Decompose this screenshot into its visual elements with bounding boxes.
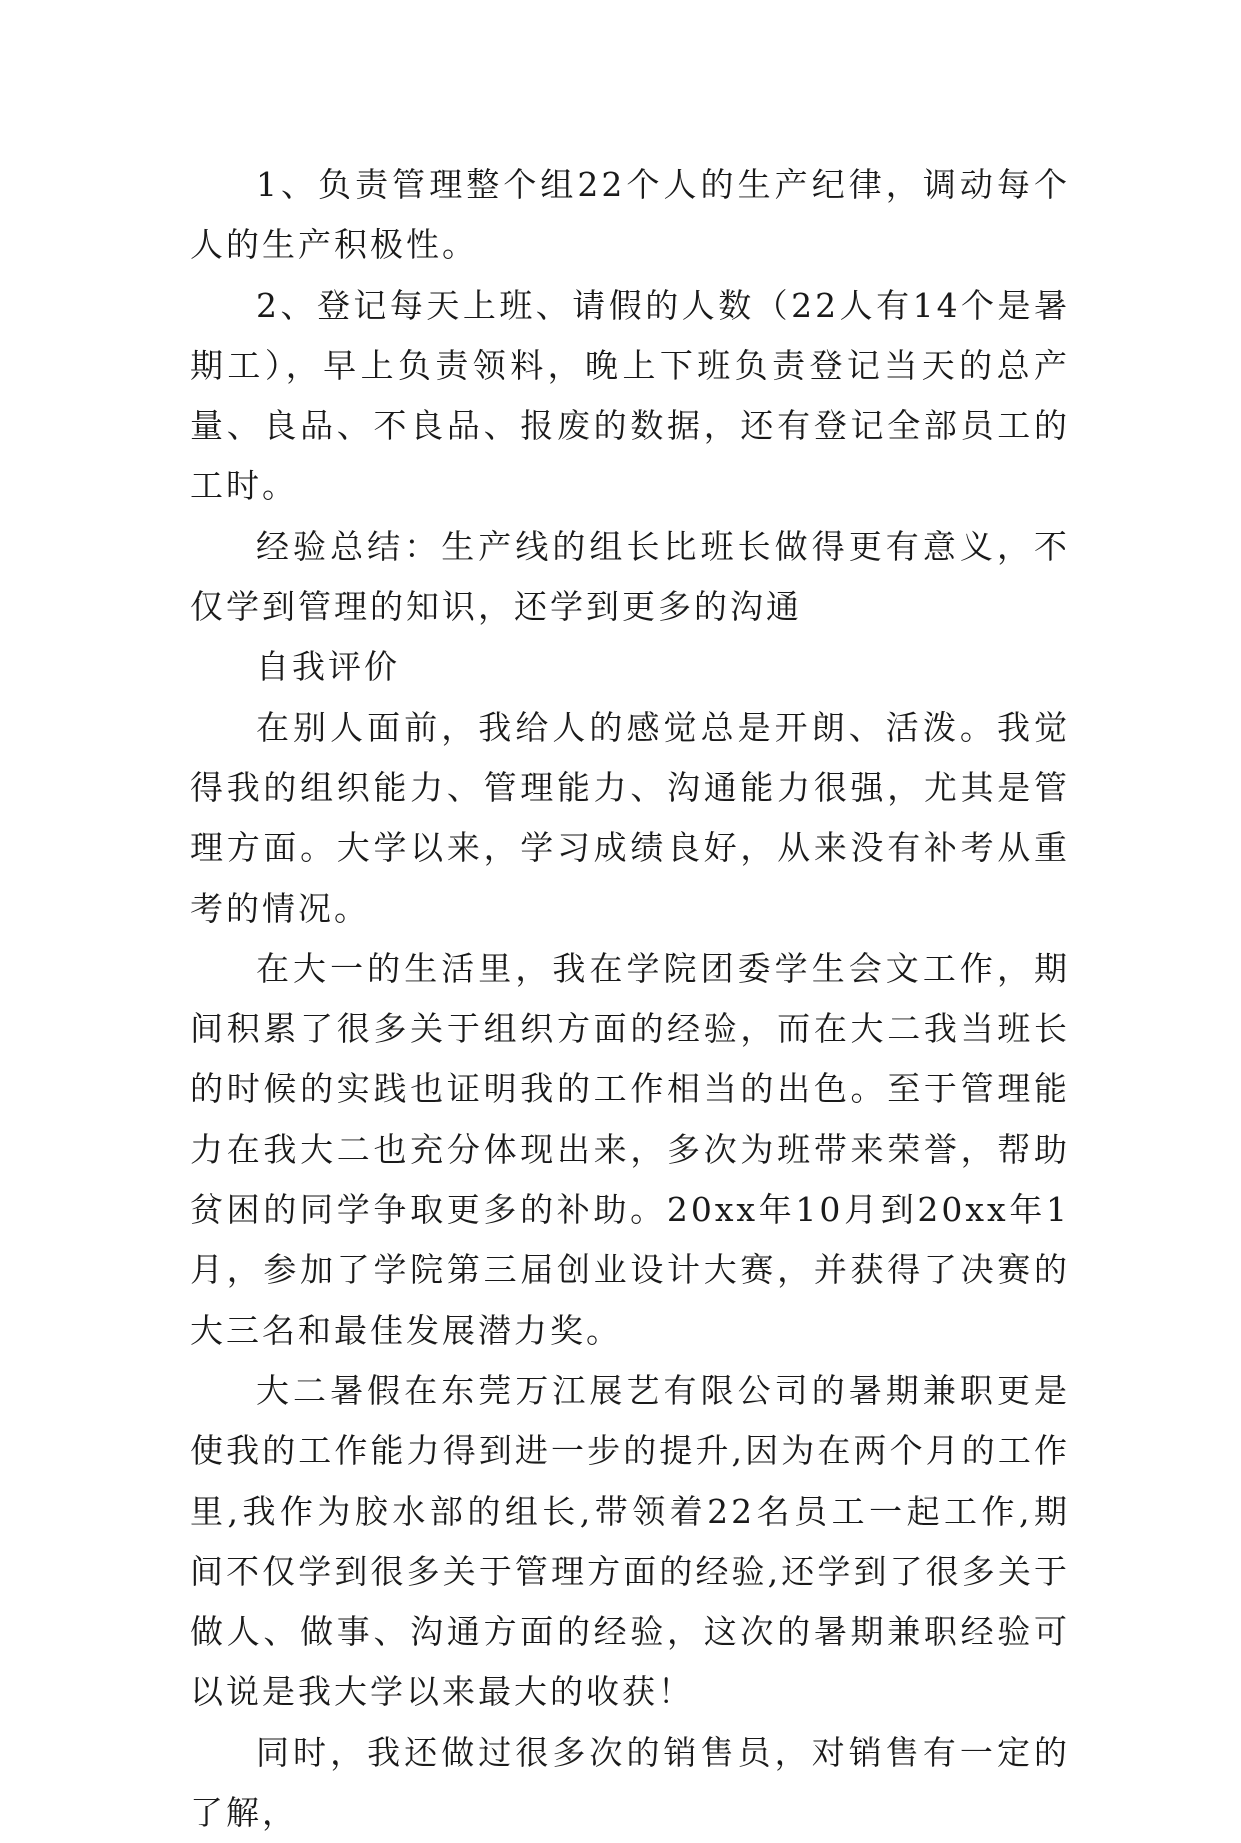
document-body <box>190 155 1070 1843</box>
paragraph-self-evaluation-2: 在大一的生活里，我在学院团委学生会文工作，期间积累了很多关于组织方面的经验，而在大二我当班长的时候的实践也证明我的工作相当的出色。至于管理能力在我大二也充分体现出来，多次为班带来荣誉，帮助贫困的同学争取更多的补助。20xx年10月到20xx年1月，参加了学院第三届创业设计大赛，并获得了决赛的大三名和最佳发展潜力奖。 <box>190 948 1070 1350</box>
paragraph-self-evaluation-4: 同时，我还做过很多次的销售员，对销售有一定的了解， <box>190 1732 1070 1833</box>
paragraph-duty-1: 1、负责管理整个组22个人的生产纪律，调动每个人的生产积极性。 <box>190 165 1070 265</box>
paragraph-duty-2: 2、登记每天上班、请假的人数（22人有14个是暑期工），早上负责领料，晚上下班负责登记当天的总产量、良品、不良品、报废的数据，还有登记全部员工的工时。 <box>190 285 1070 506</box>
section-heading-self-evaluation: 自我评价 <box>256 647 400 687</box>
paragraph-self-evaluation-1: 在别人面前，我给人的感觉总是开朗、活泼。我觉得我的组织能力、管理能力、沟通能力很强，尤其是管理方面。大学以来，学习成绩良好，从来没有补考从重考的情况。 <box>190 707 1070 928</box>
paragraph-experience-summary: 经验总结：生产线的组长比班长做得更有意义，不仅学到管理的知识，还学到更多的沟通 <box>190 526 1070 627</box>
paragraph-self-evaluation-3: 大二暑假在东莞万江展艺有限公司的暑期兼职更是使我的工作能力得到进一步的提升,因为在两个月的工作里,我作为胶水部的组长,带领着22名员工一起工作,期间不仅学到很多关于管理方面的经验,还学到了很多关于做人、做事、沟通方面的经验，这次的暑期兼职经验可以说是我大学以来最大的收获！ <box>190 1370 1070 1712</box>
